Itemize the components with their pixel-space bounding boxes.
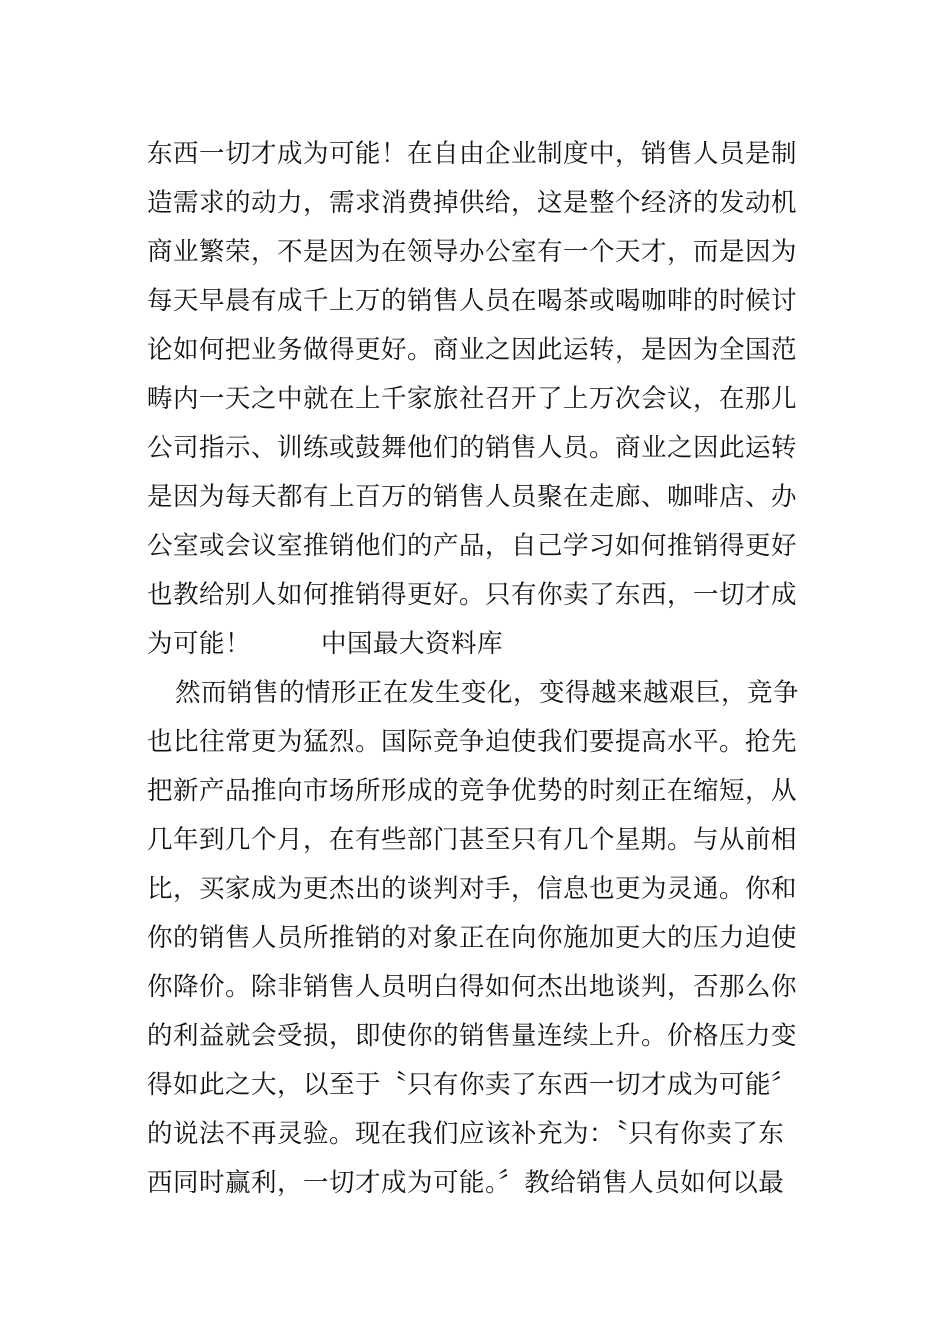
text-line: 公司指示、训练或鼓舞他们的销售人员。商业之因此运转 bbox=[147, 433, 798, 463]
text-line-last bbox=[147, 620, 817, 669]
text-line: 也比往常更为猛烈。国际竞争迫使我们要提高水平。抢先 bbox=[147, 727, 798, 757]
text-line: 你的销售人员所推销的对象正在向你施加更大的压力迫使 bbox=[147, 923, 798, 953]
paragraph-1 bbox=[147, 130, 817, 669]
text-line: 公室或会议室推销他们的产品，自己学习如何推销得更好 bbox=[147, 531, 798, 561]
text-line: 是因为每天都有上百万的销售人员聚在走廊、咖啡店、办 bbox=[147, 482, 798, 512]
text-line: 也教给别人如何推销得更好。只有你卖了东西，一切才成 bbox=[147, 580, 798, 610]
paragraph-2 bbox=[147, 669, 817, 1208]
last-line-text: 为可能！ bbox=[147, 629, 252, 659]
text-line: 东西一切才成为可能！在自由企业制度中，销售人员是制 bbox=[147, 139, 798, 169]
text-line: 把新产品推向市场所形成的竞争优势的时刻正在缩短，从 bbox=[147, 776, 798, 806]
body-text bbox=[147, 130, 817, 1208]
text-line: 几年到几个月，在有些部门甚至只有几个星期。与从前相 bbox=[147, 825, 798, 855]
text-line: 造需求的动力，需求消费掉供给，这是整个经济的发动机 bbox=[147, 188, 798, 218]
source-note: 中国最大资料库 bbox=[321, 629, 504, 659]
text-line: 比，买家成为更杰出的谈判对手，信息也更为灵通。你和 bbox=[147, 874, 798, 904]
text-line: 的利益就会受损，即使你的销售量连续上升。价格压力变 bbox=[147, 1021, 798, 1051]
text-line: 西同时赢利，一切才成为可能。〞教给销售人员如何以最 bbox=[147, 1168, 785, 1198]
text-line: 的说法不再灵验。现在我们应该补充为：〝只有你卖了东 bbox=[147, 1119, 785, 1149]
text-line: 畴内一天之中就在上千家旅社召开了上万次会议，在那儿 bbox=[147, 384, 798, 414]
text-line-first: 然而销售的情形正在发生变化，变得越来越艰巨，竞争 bbox=[175, 678, 800, 708]
text-line: 得如此之大，以至于〝只有你卖了东西一切才成为可能〞 bbox=[147, 1070, 798, 1100]
text-line: 商业繁荣，不是因为在领导办公室有一个天才，而是因为 bbox=[147, 237, 798, 267]
text-line: 论如何把业务做得更好。商业之因此运转，是因为全国范 bbox=[147, 335, 798, 365]
text-line: 你降价。除非销售人员明白得如何杰出地谈判，否那么你 bbox=[147, 972, 798, 1002]
text-line: 每天早晨有成千上万的销售人员在喝茶或喝咖啡的时候讨 bbox=[147, 286, 798, 316]
